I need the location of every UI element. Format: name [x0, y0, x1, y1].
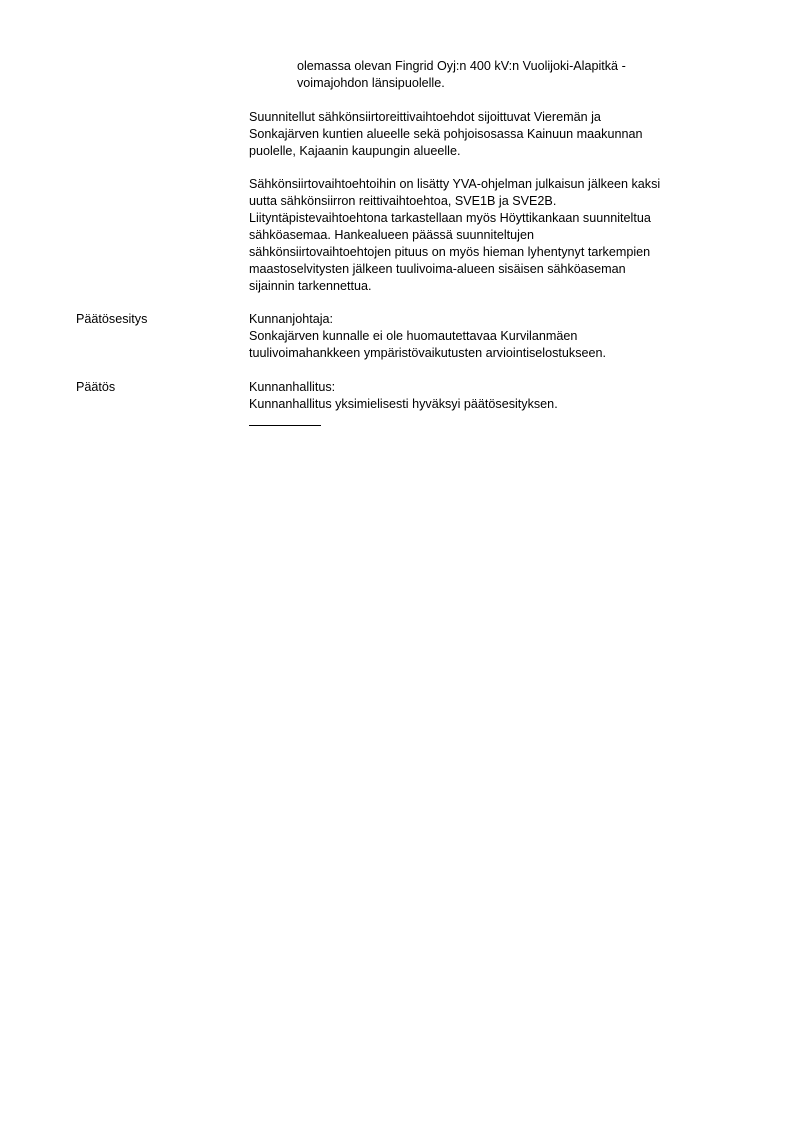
text-line: Liityntäpistevaihtoehtona tarkastellaan myös Höyttikankaan suunniteltua	[249, 211, 651, 225]
text-line: uutta sähkönsiirron reittivaihtoehtoa, SVE1B ja SVE2B.	[249, 194, 557, 208]
text-line: maastoselvitysten jälkeen tuulivoima-alueen sisäisen sähköaseman	[249, 262, 626, 276]
decision-heading: Kunnanhallitus:	[249, 380, 336, 394]
text-line: sähköasemaa. Hankealueen päässä suunniteltujen	[249, 228, 534, 242]
proposal-label: Päätösesitys	[76, 312, 148, 326]
text-line: puolelle, Kajaanin kaupungin alueelle.	[249, 144, 461, 158]
section-end-rule	[249, 425, 321, 426]
text-line: Suunnitellut sähkönsiirtoreittivaihtoehdot sijoittuvat Vieremän ja	[249, 110, 601, 124]
decision-section	[249, 379, 739, 413]
text-line: Sähkönsiirtovaihtoehtoihin on lisätty YVA-ohjelman julkaisun jälkeen kaksi	[249, 177, 661, 191]
decision-label: Päätös	[76, 380, 116, 394]
text-line: Sonkajärven kuntien alueelle sekä pohjoisosassa Kainuun maakunnan	[249, 127, 643, 141]
text-line: Sonkajärven kunnalle ei ole huomautettavaa Kurvilanmäen	[249, 329, 578, 343]
list-item-continuation	[297, 58, 737, 92]
body-paragraph-added-options	[249, 176, 739, 295]
proposal-section	[249, 311, 739, 362]
body-paragraph-route-options	[249, 109, 739, 160]
text-line: olemassa olevan Fingrid Oyj:n 400 kV:n Vuolijoki-Alapitkä -	[297, 59, 626, 73]
text-line: Kunnanhallitus yksimielisesti hyväksyi päätösesityksen.	[249, 397, 558, 411]
text-line: sijainnin tarkennettua.	[249, 279, 372, 293]
text-line: voimajohdon länsipuolelle.	[297, 76, 445, 90]
text-line: sähkönsiirtovaihtoehtojen pituus on myös hieman lyhentynyt tarkempien	[249, 245, 651, 259]
proposal-heading: Kunnanjohtaja:	[249, 312, 334, 326]
text-line: tuulivoimahankkeen ympäristövaikutusten arviointiselostukseen.	[249, 346, 607, 360]
